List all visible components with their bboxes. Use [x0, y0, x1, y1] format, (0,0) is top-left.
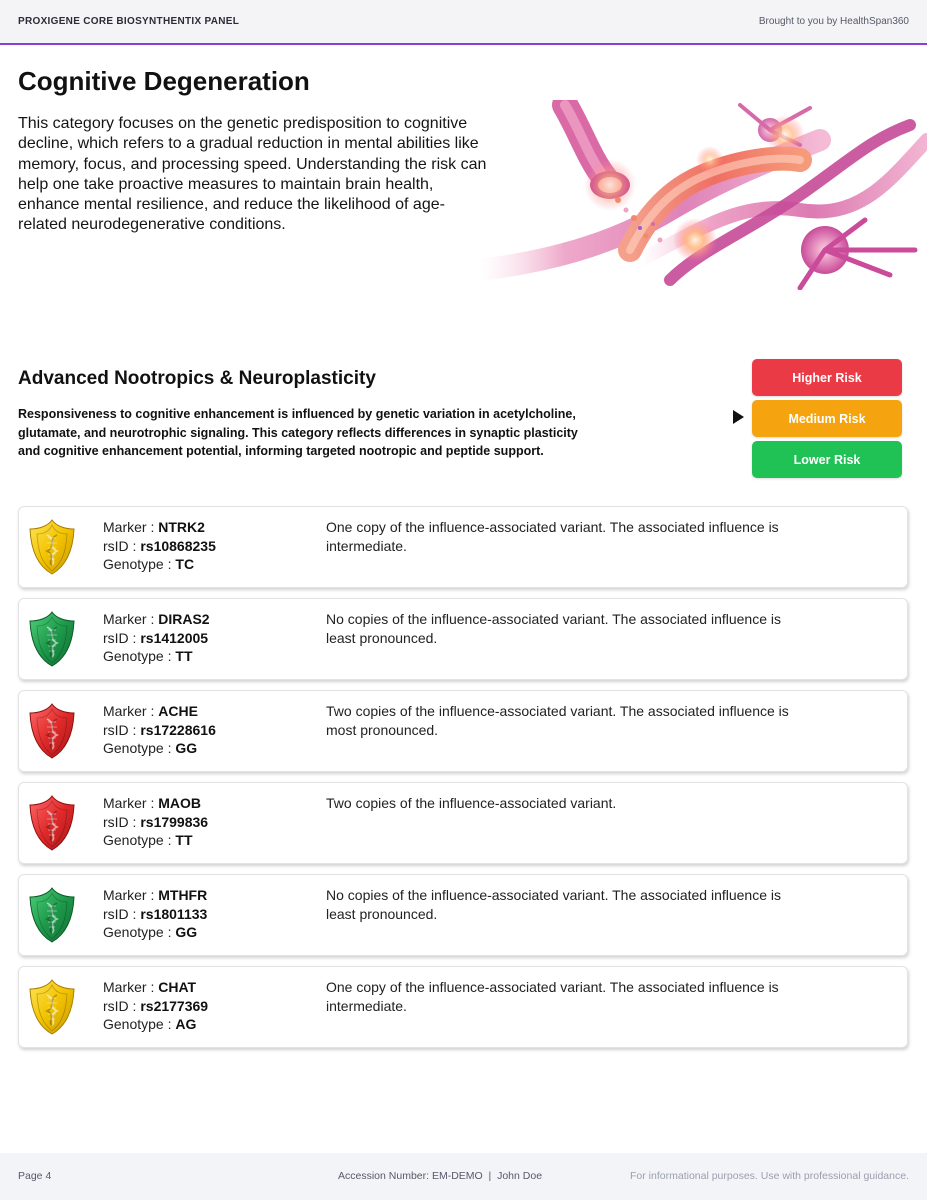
genotype-value: AG — [175, 1016, 197, 1032]
genotype-row — [103, 555, 216, 574]
rsid-value: rs17228616 — [140, 721, 216, 738]
marker-label: Marker : — [103, 611, 159, 627]
marker-info — [103, 794, 208, 850]
dna-shield-red-icon — [27, 702, 77, 760]
dna-shield-yellow-icon — [27, 518, 77, 576]
marker-label: Marker : — [103, 519, 159, 535]
marker-row — [103, 610, 210, 629]
genotype-row — [103, 1015, 208, 1034]
marker-row — [103, 978, 208, 997]
marker-description: One copy of the influence-associated variant. The associated influence is intermediate. — [326, 979, 779, 1014]
rsid-value: rs1801133 — [140, 905, 208, 922]
marker-label: Marker : — [103, 703, 159, 719]
genotype-label: Genotype : — [103, 832, 176, 848]
rsid-label: rsID : — [103, 629, 141, 646]
marker-row — [103, 518, 216, 537]
neuron-illustration — [470, 100, 927, 290]
rsid-row — [103, 813, 208, 832]
marker-name: MAOB — [158, 795, 202, 811]
genotype-label: Genotype : — [103, 556, 176, 572]
marker-card — [18, 598, 908, 680]
rsid-label: rsID : — [103, 813, 141, 830]
rsid-row — [103, 721, 216, 740]
genotype-row — [103, 831, 208, 850]
genotype-value: GG — [175, 740, 198, 756]
top-bar — [0, 0, 927, 45]
rsid-label: rsID : — [103, 721, 141, 738]
rsid-value: rs1412005 — [140, 629, 209, 646]
marker-name: NTRK2 — [158, 519, 205, 535]
higher-risk-badge: Higher Risk — [752, 359, 902, 396]
page-number: Page 4 — [18, 1170, 52, 1182]
marker-name: MTHFR — [158, 887, 208, 903]
risk-pointer-icon — [733, 410, 744, 424]
marker-row — [103, 794, 208, 813]
marker-card — [18, 782, 908, 864]
marker-row — [103, 702, 216, 721]
genotype-label: Genotype : — [103, 924, 176, 940]
rsid-row — [103, 629, 210, 648]
genotype-value: TT — [175, 648, 193, 664]
genotype-row — [103, 923, 207, 942]
disclaimer-text: For informational purposes. Use with professional guidance. — [630, 1170, 909, 1182]
marker-name: DIRAS2 — [158, 611, 210, 627]
sponsor-text: Brought to you by HealthSpan360 — [758, 16, 909, 27]
accession-number: Accession Number: EM-DEMO | John Doe — [338, 1170, 543, 1182]
genotype-value: GG — [175, 924, 198, 940]
page-footer — [0, 1153, 927, 1200]
genotype-row — [103, 739, 216, 758]
marker-info — [103, 886, 207, 942]
dna-shield-green-icon — [27, 886, 77, 944]
genotype-value: TT — [175, 832, 193, 848]
rsid-row — [103, 997, 208, 1016]
brand-title: PROXIGENE CORE BIOSYNTHENTIX PANEL — [18, 16, 240, 27]
section-title: Advanced Nootropics & Neuroplasticity — [18, 368, 376, 389]
rsid-value: rs10868235 — [140, 537, 216, 554]
rsid-row — [103, 537, 216, 556]
marker-row — [103, 886, 207, 905]
marker-card — [18, 690, 908, 772]
dna-shield-yellow-icon — [27, 978, 77, 1036]
marker-card — [18, 506, 908, 588]
genotype-row — [103, 647, 210, 666]
marker-label: Marker : — [103, 887, 159, 903]
rsid-label: rsID : — [103, 537, 141, 554]
section-description: Responsiveness to cognitive enhancement is influenced by genetic variation in acetylcholine, glutamate, and neurotrophic signaling. This category reflects differences in synaptic plasticity and cognitive enhancement potential, informing targeted nootropic and peptide support. — [18, 407, 578, 458]
marker-card — [18, 874, 908, 956]
rsid-label: rsID : — [103, 997, 141, 1014]
rsid-value: rs2177369 — [140, 997, 209, 1014]
rsid-row — [103, 905, 207, 924]
rsid-label: rsID : — [103, 905, 141, 922]
marker-description: No copies of the influence-associated variant. The associated influence is least pronounced. — [326, 887, 782, 922]
marker-card — [18, 966, 908, 1048]
lower-risk-badge: Lower Risk — [752, 441, 902, 478]
genotype-label: Genotype : — [103, 648, 176, 664]
marker-name: ACHE — [158, 703, 198, 719]
medium-risk-badge: Medium Risk — [752, 400, 902, 437]
rsid-value: rs1799836 — [140, 813, 209, 830]
marker-description: Two copies of the influence-associated variant. The associated influence is most pronounced. — [326, 703, 789, 738]
dna-shield-red-icon — [27, 794, 77, 852]
dna-shield-green-icon — [27, 610, 77, 668]
marker-description: One copy of the influence-associated variant. The associated influence is intermediate. — [326, 519, 779, 554]
genotype-label: Genotype : — [103, 740, 176, 756]
marker-label: Marker : — [103, 795, 159, 811]
genotype-label: Genotype : — [103, 1016, 176, 1032]
category-description: This category focuses on the genetic predisposition to cognitive decline, which refers to a gradual reduction in mental abilities like memory, focus, and processing speed. Understanding the risk can help one take proactive measures to maintain brain health, enhance mental resilience, and reduce the likelihood of age-related neurodegenerative conditions. — [18, 115, 487, 234]
page-title: Cognitive Degeneration — [18, 66, 310, 96]
marker-info — [103, 978, 208, 1034]
marker-label: Marker : — [103, 979, 159, 995]
genotype-value: TC — [175, 556, 195, 572]
marker-description: Two copies of the influence-associated variant. — [326, 795, 617, 811]
marker-info — [103, 518, 216, 574]
marker-description: No copies of the influence-associated variant. The associated influence is least pronounced. — [326, 611, 782, 646]
marker-info — [103, 702, 216, 758]
marker-info — [103, 610, 210, 666]
marker-name: CHAT — [158, 979, 197, 995]
